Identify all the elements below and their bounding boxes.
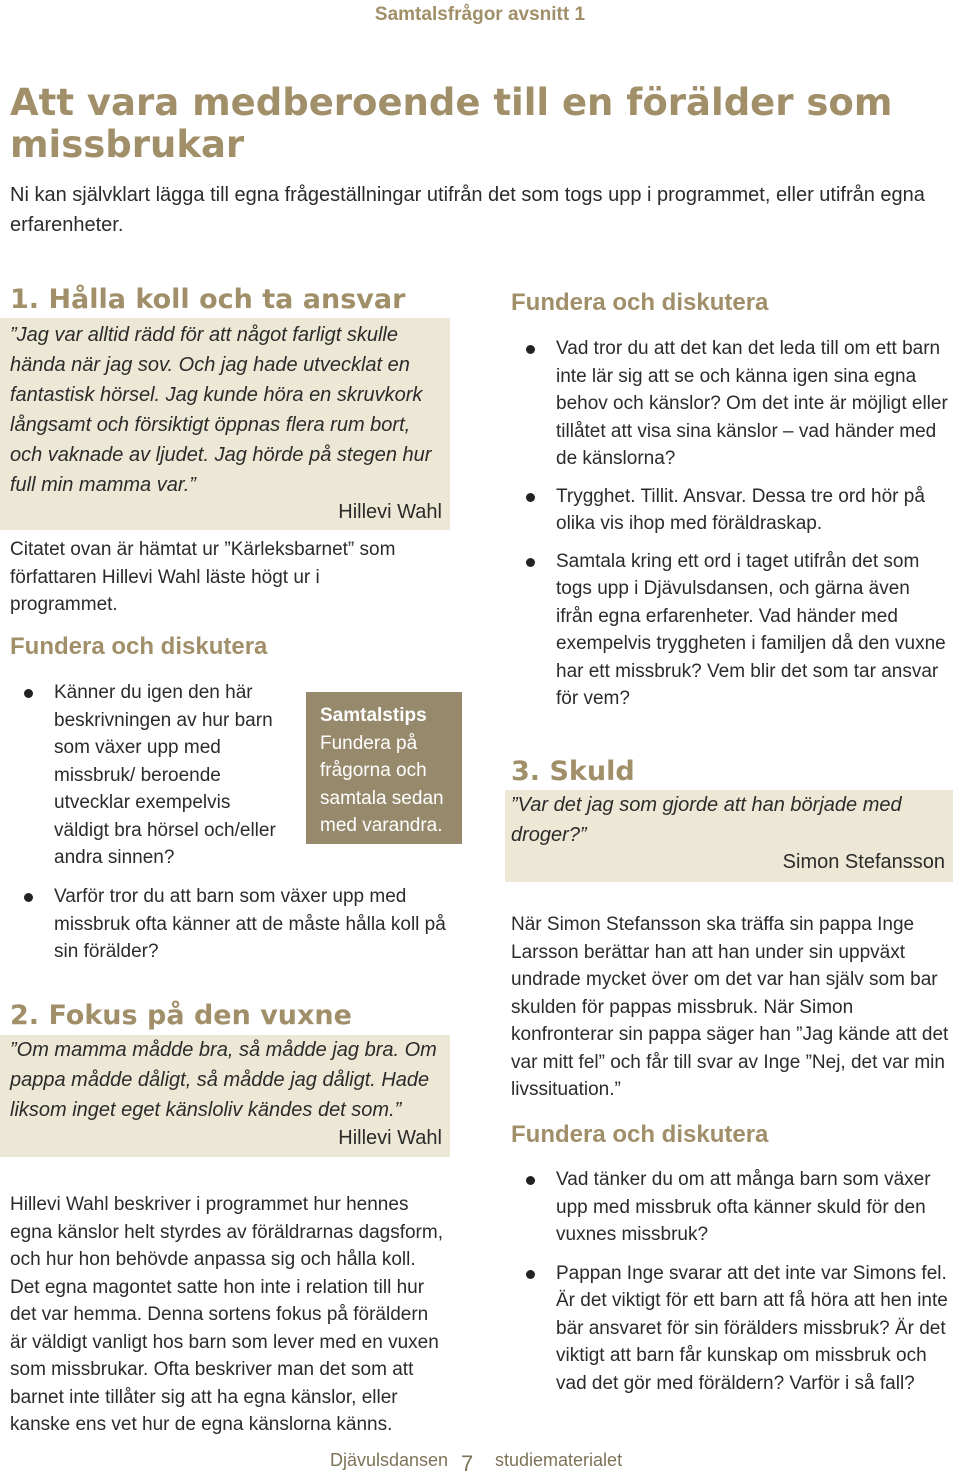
section2-title: 2. Fokus på den vuxne bbox=[10, 1000, 352, 1031]
list-item: Varför tror du att barn som växer upp med missbruk ofta känner att de måste hålla koll på sin förälder? bbox=[8, 883, 448, 966]
bullet-icon bbox=[526, 345, 535, 354]
page-number: 7 bbox=[461, 1451, 474, 1476]
section2-quote-box bbox=[0, 1035, 450, 1157]
section3-quote: ”Var det jag som gjorde att han började med droger?” bbox=[511, 794, 902, 846]
bullet-icon bbox=[24, 689, 33, 698]
section1-quote-box bbox=[0, 318, 450, 530]
section2-body: Hillevi Wahl beskriver i programmet hur hennes egna känslor helt styrdes av föräldrarnas dagsform, och hur hon behövde anpassa sig och hålla koll. Det egna magontet satte hon inte i relation till hur det var hemma. Denna sortens fokus på föräldern är väldigt vanligt hos barn som lever med en vuxen som missbrukar. Ofta beskriver man det som att barnet inte tillåter sig att ha egna känslor, eller kanske ens vet hur de egna känslorna känns. bbox=[10, 1194, 443, 1435]
list-item: Samtala kring ett ord i taget utifrån det som togs upp i Djävulsdansen, och gärna även ifrån egna erfarenheter. Vad händer med exempelvis tryggheten i familjen då den vuxne har ett missbruk? Vem blir det som tar ansvar för vem? bbox=[510, 548, 950, 713]
tips-heading: Samtalstips bbox=[320, 705, 427, 726]
section3-title: 3. Skuld bbox=[511, 756, 635, 787]
section1-quote: ”Jag var alltid rädd för att något farligt skulle hända när jag sov. Och jag hade utvecklat en fantastisk hörsel. Jag kunde höra en skruvkork långsamt och försiktigt öppnas flera rum bort, och vaknade av ljudet. Jag hörde på stegen hur full min mamma var.” bbox=[10, 324, 432, 496]
section1-body: Citatet ovan är hämtat ur ”Kärleksbarnet” som författaren Hillevi Wahl läste högt ur i programmet. bbox=[10, 539, 396, 615]
bullet-icon bbox=[24, 893, 33, 902]
bullet-icon bbox=[526, 1176, 535, 1185]
bullet-icon bbox=[526, 558, 535, 567]
tips-box bbox=[306, 692, 462, 844]
bullet-icon bbox=[526, 493, 535, 502]
list-item: Vad tror du att det kan det leda till om ett barn inte lär sig att se och känna igen sina egna behov och känslor? Om det inte är möjligt eller tillåtet att visa sina känslor – vad händer med de känslorna? bbox=[510, 335, 950, 473]
section2-quote-author: Hillevi Wahl bbox=[338, 1127, 442, 1149]
section3-quote-box bbox=[505, 790, 953, 882]
right-bullet-list bbox=[510, 335, 950, 713]
running-header: Samtalsfrågor avsnitt 1 bbox=[374, 4, 586, 25]
section1-quote-author: Hillevi Wahl bbox=[338, 501, 442, 523]
list-item: Trygghet. Tillit. Ansvar. Dessa tre ord hör på olika vis ihop med föräldraskap. bbox=[510, 483, 950, 538]
section3-body: När Simon Stefansson ska träffa sin pappa Inge Larsson berättar han att han under sin uppväxt undrade mycket över om det var han själv som bar skulden för pappas missbruk. När Simon konfronterar sin pappa säger han ”Jag kände att det var mitt fel” och får till svar av Inge ”Nej, det var min livssituation.” bbox=[511, 914, 949, 1100]
footer-right: studiematerialet bbox=[495, 1450, 623, 1470]
section3-bullet-list bbox=[510, 1166, 950, 1397]
list-item: Pappan Inge svarar att det inte var Simons fel. Är det viktigt för ett barn att få höra att hen inte bär ansvaret för sin förälders missbruk? Är det viktigt att barn får kunskap om missbruk och vad det gör med föräldern? Varför i så fall? bbox=[510, 1260, 950, 1398]
tips-text: Fundera på frågorna och samtala sedan med varandra. bbox=[320, 732, 444, 836]
intro-text: Ni kan självklart lägga till egna frågeställningar utifrån det som togs upp i programmet, eller utifrån egna erfarenheter. bbox=[10, 184, 925, 236]
bullet-icon bbox=[526, 1270, 535, 1279]
section3-quote-author: Simon Stefansson bbox=[782, 851, 945, 873]
section3-discuss-title: Fundera och diskutera bbox=[511, 1121, 769, 1148]
section2-quote: ”Om mamma mådde bra, så mådde jag bra. Om pappa mådde dåligt, så mådde jag dåligt. Hade liksom inget eget känsloliv kändes det som.” bbox=[10, 1039, 437, 1121]
section1-bullet-list-2 bbox=[8, 883, 448, 966]
section1-title: 1. Hålla koll och ta ansvar bbox=[10, 284, 406, 315]
section1-bullet-list bbox=[8, 679, 290, 872]
list-item: Vad tänker du om att många barn som växer upp med missbruk ofta känner skuld för den vuxnes missbruk? bbox=[510, 1166, 950, 1249]
page-title: Att vara medberoende till en förälder som missbrukar bbox=[10, 81, 893, 166]
right-discuss-title: Fundera och diskutera bbox=[511, 289, 769, 316]
section1-discuss-title: Fundera och diskutera bbox=[10, 633, 268, 660]
footer-left: Djävulsdansen bbox=[330, 1450, 449, 1470]
list-item: Känner du igen den här beskrivningen av hur barn som växer upp med missbruk/ beroende utvecklar exempelvis väldigt bra hörsel och/eller andra sinnen? bbox=[8, 679, 290, 872]
